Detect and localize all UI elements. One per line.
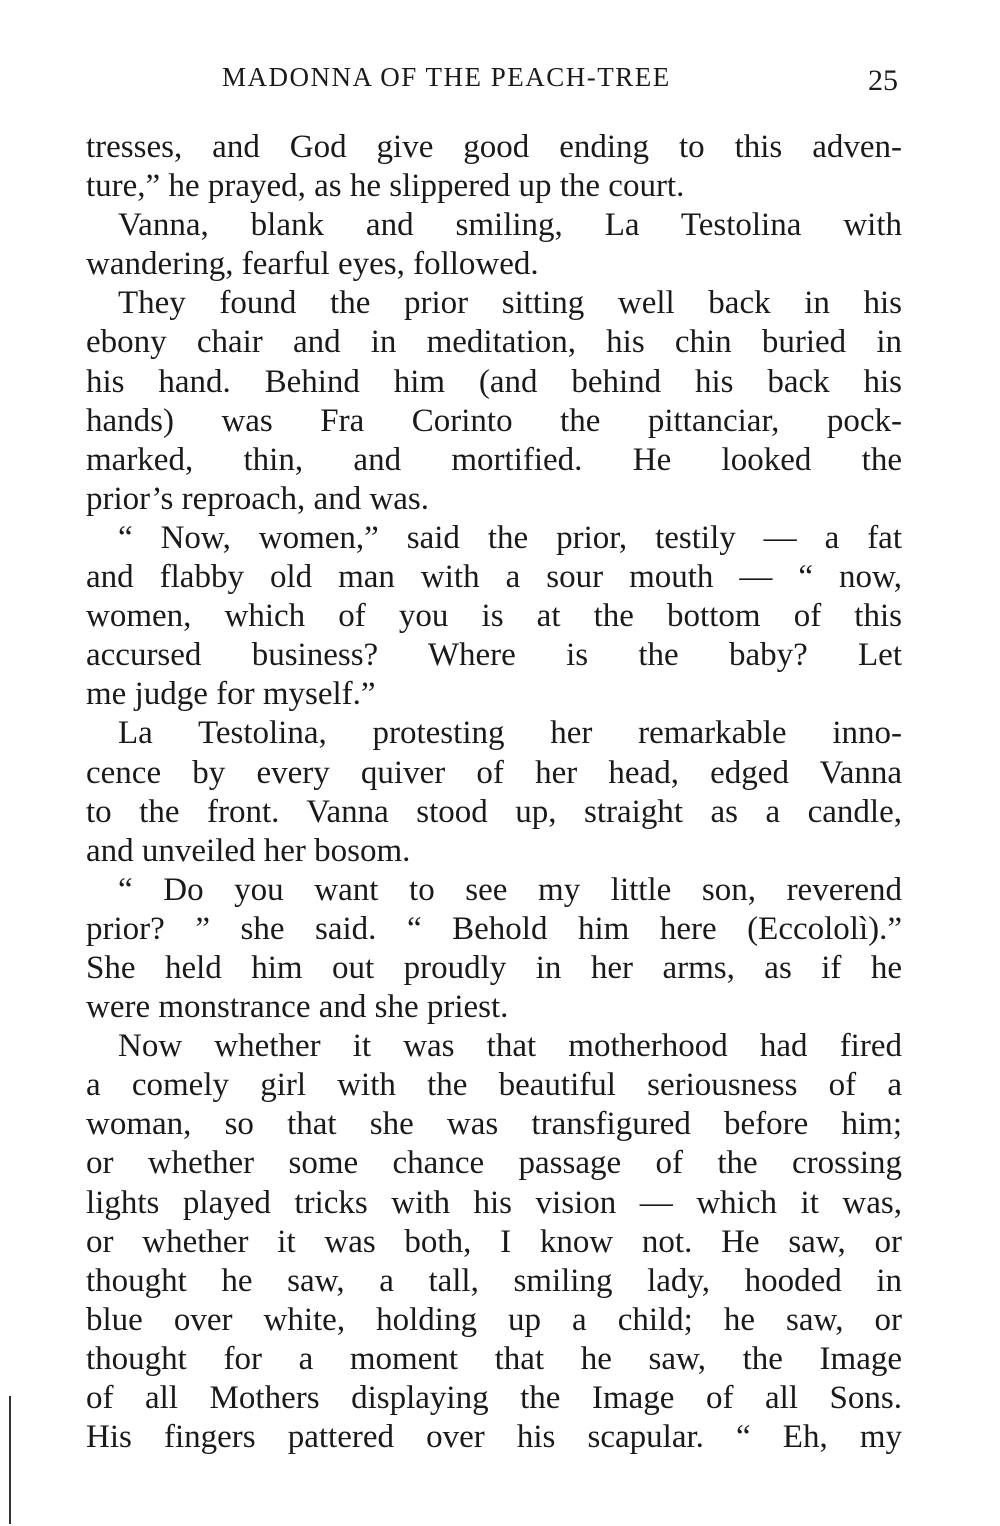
text-line: prior’s reproach, and was. <box>86 480 430 517</box>
text-line: prior? ” she said. “ Behold him here (Eccololì).” <box>86 910 902 947</box>
text-line: or whether some chance passage of the crossing <box>86 1145 902 1182</box>
text-line: Vanna, blank and smiling, La Testolina with <box>118 207 902 244</box>
text-line: ebony chair and in meditation, his chin buried in <box>86 324 902 361</box>
text-line: They found the prior sitting well back in his <box>118 285 902 322</box>
text-line: and flabby old man with a sour mouth — “ now, <box>86 559 902 596</box>
running-title: MADONNA OF THE PEACH-TREE <box>222 62 671 92</box>
text-line: his hand. Behind him (and behind his back his <box>86 363 902 400</box>
text-line: marked, thin, and mortified. He looked the <box>86 441 902 478</box>
text-line: lights played tricks with his vision — which it was, <box>86 1184 902 1221</box>
running-head <box>0 62 1000 98</box>
text-line: La Testolina, protesting her remarkable inno- <box>118 715 902 752</box>
text-line: women, which of you is at the bottom of this <box>86 598 902 635</box>
text-line: to the front. Vanna stood up, straight as a candle, <box>86 793 902 830</box>
text-line: tresses, and God give good ending to this adven- <box>86 129 902 165</box>
page-number: 25 <box>868 64 898 97</box>
text-line: woman, so that she was transfigured before him; <box>86 1106 902 1143</box>
text-line: hands) was Fra Corinto the pittanciar, pock- <box>86 402 902 439</box>
text-line: Now whether it was that motherhood had fired <box>118 1028 902 1065</box>
text-line: “ Do you want to see my little son, reverend <box>118 871 902 908</box>
text-line: cence by every quiver of her head, edged Vanna <box>86 754 902 791</box>
text-line: were monstrance and she priest. <box>86 989 509 1026</box>
text-line: thought he saw, a tall, smiling lady, hooded in <box>86 1262 902 1299</box>
text-line: His fingers pattered over his scapular. “ Eh, my <box>86 1419 902 1456</box>
text-line: She held him out proudly in her arms, as if he <box>86 949 902 986</box>
text-line: wandering, fearful eyes, followed. <box>86 246 539 283</box>
text-line: ture,” he prayed, as he slippered up the court. <box>86 168 685 205</box>
text-line: thought for a moment that he saw, the Image <box>86 1340 902 1377</box>
body-text <box>86 128 902 1457</box>
margin-rule <box>9 1396 11 1524</box>
text-line: blue over white, holding up a child; he saw, or <box>86 1301 902 1338</box>
text-line: me judge for myself.” <box>86 676 376 713</box>
text-line: “ Now, women,” said the prior, testily — a fat <box>118 519 902 556</box>
text-line: and unveiled her bosom. <box>86 832 411 869</box>
text-line: a comely girl with the beautiful seriousness of a <box>86 1067 902 1104</box>
text-line: of all Mothers displaying the Image of all Sons. <box>86 1380 902 1416</box>
text-line: or whether it was both, I know not. He saw, or <box>86 1223 902 1260</box>
text-line: accursed business? Where is the baby? Let <box>86 637 902 674</box>
